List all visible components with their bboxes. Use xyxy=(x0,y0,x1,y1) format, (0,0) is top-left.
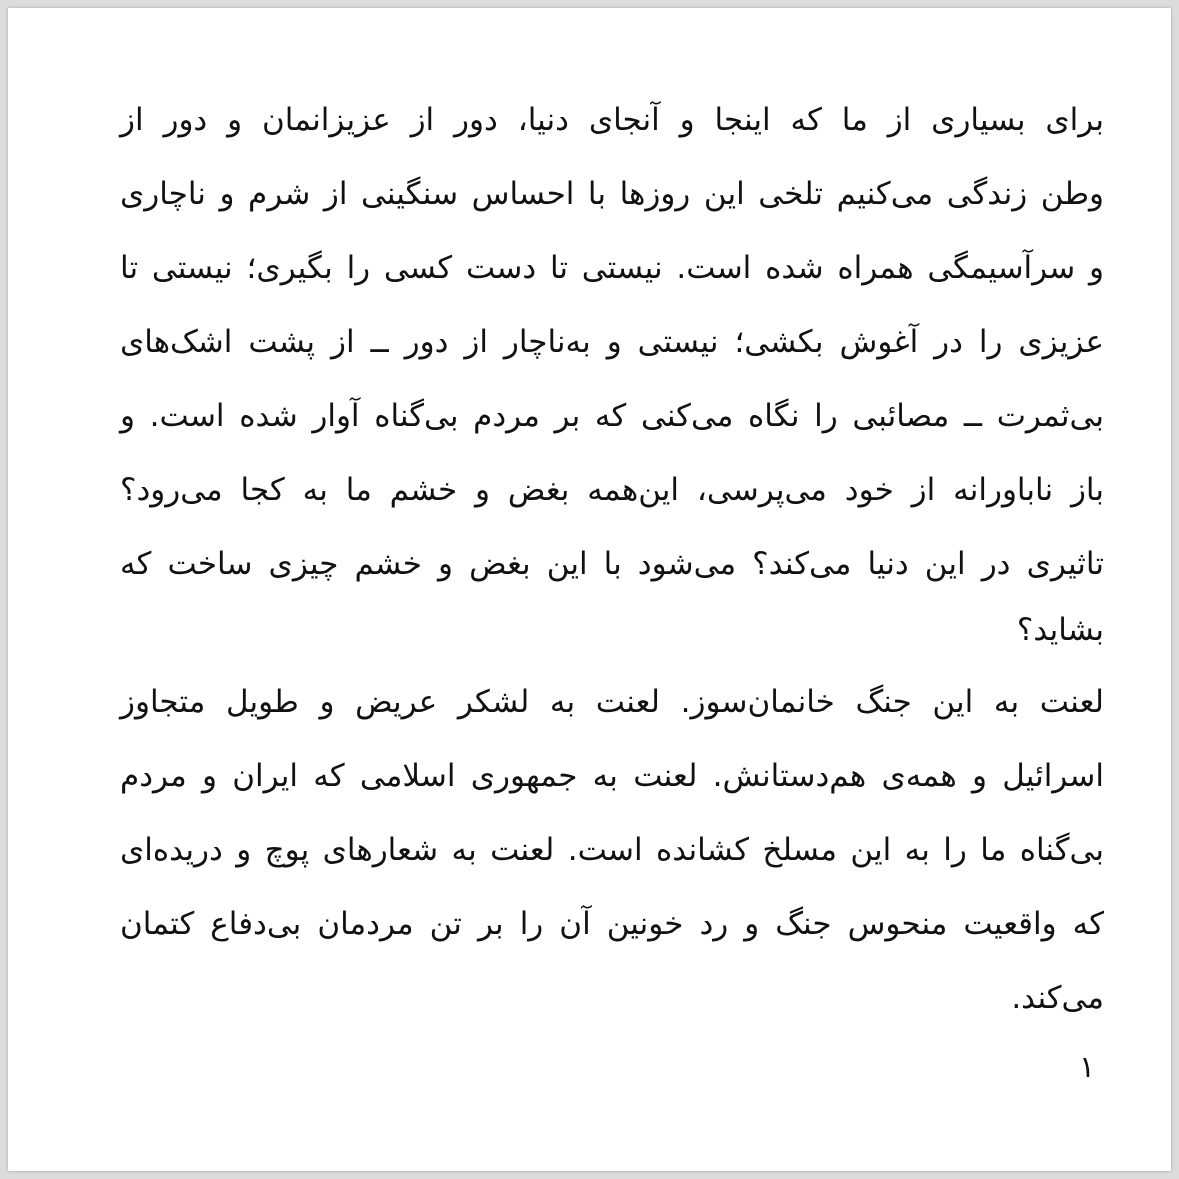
paragraph-line: باز ناباورانه از خود می‌پرسی، این‌همه بغض و خشم ما به کجا می‌رود؟ xyxy=(120,472,1104,508)
paragraph-line: و سرآسیمگی همراه شده است. نیستی تا دست کسی را بگیری؛ نیستی تا xyxy=(120,250,1104,286)
paragraph-line: بشاید؟ xyxy=(1016,612,1104,648)
paragraph-line: برای بسیاری از ما که اینجا و آنجای دنیا، دور از عزیزانمان و دور از xyxy=(120,102,1104,138)
page-number: ۱ xyxy=(1078,1050,1096,1085)
paragraph-line: عزیزی را در آغوش بکشی؛ نیستی و به‌ناچار از دور ــ از پشت اشک‌های xyxy=(120,324,1104,360)
paragraph-line: اسرائیل و همه‌ی هم‌دستانش. لعنت به جمهوری اسلامی که ایران و مردم xyxy=(120,758,1104,794)
paragraph-line: تاثیری در این دنیا می‌کند؟ می‌شود با این بغض و خشم چیزی ساخت که xyxy=(120,546,1104,582)
document-page xyxy=(8,8,1171,1171)
paragraph-line: لعنت به این جنگ خانمان‌سوز. لعنت به لشکر عریض و طویل متجاوز xyxy=(120,684,1104,720)
paragraph-line: بی‌ثمرت ــ مصائبی را نگاه می‌کنی که بر مردم بی‌گناه آوار شده است. و xyxy=(120,398,1104,434)
paragraph-line: وطن زندگی می‌کنیم تلخی این روزها با احساس سنگینی از شرم و ناچاری xyxy=(120,176,1104,212)
paragraph-line: می‌کند. xyxy=(1011,980,1104,1016)
paragraph-line: که واقعیت منحوس جنگ و رد خونین آن را بر تن مردمان بی‌دفاع کتمان xyxy=(120,906,1104,942)
paragraph-line: بی‌گناه ما را به این مسلخ کشانده است. لعنت به شعارهای پوچ و دریده‌ای xyxy=(120,832,1104,868)
